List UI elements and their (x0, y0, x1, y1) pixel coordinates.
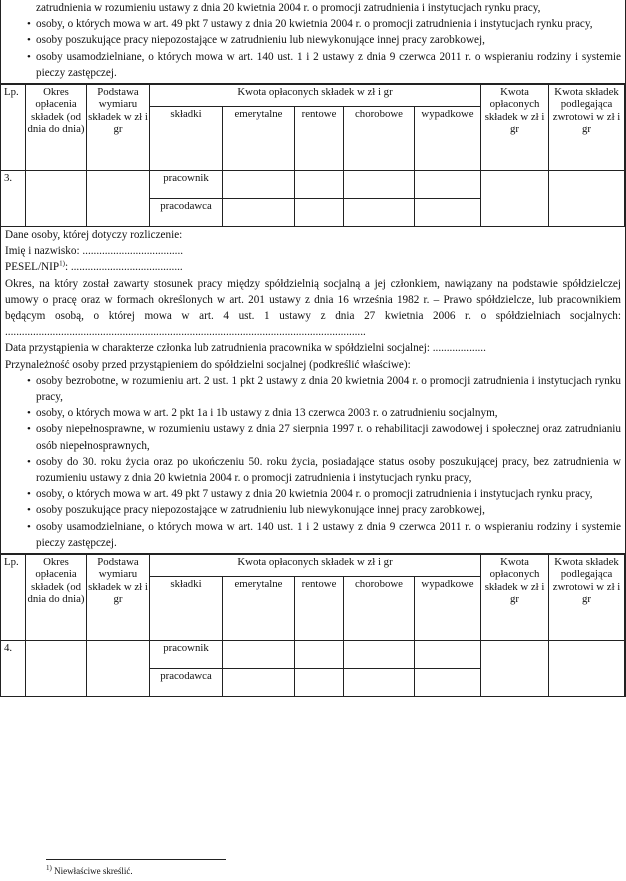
header-kwota-group: Kwota opłaconych składek w zł i gr (150, 85, 481, 107)
person-data-section (1, 227, 625, 554)
header-chorobowe: chorobowe (344, 577, 415, 641)
cell (295, 199, 344, 227)
row-label-pracodawca: pracodawca (150, 199, 223, 227)
row-label-pracownik: pracownik (150, 171, 223, 199)
row-label-pracodawca: pracodawca (150, 669, 223, 697)
header-lp: Lp. (1, 85, 26, 171)
list-item: • osoby, o których mowa w art. 2 pkt 1a i 1b ustawy z dnia 13 czerwca 2003 r. o zatrudnieniu socjalnym, (5, 405, 621, 421)
header-lp: Lp. (1, 555, 26, 641)
header-podstawa: Podstawa wymiaru składek w zł i gr (87, 85, 150, 171)
cell (344, 669, 415, 697)
header-kwota-oplaconych: Kwota opłaconych składek w zł i gr (481, 85, 549, 171)
header-podstawa: Podstawa wymiaru składek w zł i gr (87, 555, 150, 641)
header-wypadkowe: wypadkowe (415, 107, 481, 171)
cell (295, 641, 344, 669)
imie-field: Imię i nazwisko: .................................... (5, 245, 184, 258)
list-item: • osoby poszukujące pracy niepozostające w zatrudnieniu lub niewykonujące innej pracy zarobkowej, (5, 32, 621, 48)
cell-kwota-oplaconych (481, 641, 549, 697)
header-kwota-oplaconych: Kwota opłaconych składek w zł i gr (481, 555, 549, 641)
cell (223, 641, 295, 669)
header-rentowe: rentowe (295, 577, 344, 641)
footnote: $^{1)}$ Niewłaściwe skreślić. (46, 864, 133, 876)
cell-kwota-zwrot (549, 641, 625, 697)
cell (344, 199, 415, 227)
header-kwota-zwrot: Kwota składek podlegająca zwrotowi w zł i gr (549, 85, 625, 171)
data-przystapienia: Data przystąpienia w charakterze członka lub zatrudnienia pracownika w spółdzielni socjalnej: ................... (5, 342, 486, 355)
cell (415, 641, 481, 669)
cell (295, 171, 344, 199)
row-label-pracownik: pracownik (150, 641, 223, 669)
header-skladki: składki (150, 577, 223, 641)
cell (415, 171, 481, 199)
list-item: • osoby poszukujące pracy niepozostające w zatrudnieniu lub niewykonujące innej pracy zarobkowej, (5, 502, 621, 518)
cell-okres (26, 171, 87, 227)
cell-kwota-zwrot (549, 171, 625, 227)
cell (295, 669, 344, 697)
list-item: • osoby, o których mowa w art. 49 pkt 7 ustawy z dnia 20 kwietnia 2004 r. o promocji zatrudnienia i instytucjach rynku pracy, (5, 486, 621, 502)
cell (223, 199, 295, 227)
cell (344, 641, 415, 669)
przynaleznosc-label: Przynależność osoby przed przystąpieniem do spółdzielni socjalnej (podkreślić właściwe): (5, 358, 411, 371)
cell-kwota-oplaconych (481, 171, 549, 227)
pesel-field: PESEL/NIP$^{1)}$: ........................................ (5, 259, 183, 274)
header-kwota-zwrot: Kwota składek podlegająca zwrotowi w zł i gr (549, 555, 625, 641)
footnote-divider (46, 859, 226, 860)
membership-continuation (1, 0, 625, 84)
cell (415, 669, 481, 697)
okres-paragraph: Okres, na który został zawarty stosunek pracy między spółdzielnią socjalną a jej członkiem, nawiązany na podstawie spółdzielczej umowy o pracę oraz w formach określonych w art. 201 ustawy z dnia 16 września 1982 r. – Prawo spółdzielcze, lub pracownikiem będącym osobą, o której mowa w art. 4 ust. 1 ustawy z dnia 27 kwietnia 2006 r. o spółdzielniach socjalnych: ................................................................................................................................. (5, 277, 621, 339)
header-okres: Okres opłacenia składek (od dnia do dnia) (26, 85, 87, 171)
cell-okres (26, 641, 87, 697)
header-rentowe: rentowe (295, 107, 344, 171)
header-skladki: składki (150, 107, 223, 171)
row-number: 4. (1, 641, 26, 697)
list-item: • osoby usamodzielniane, o których mowa w art. 140 ust. 1 i 2 ustawy z dnia 9 czerwca 2011 r. o wspieraniu rodziny i systemie pieczy zastępczej. (5, 49, 621, 81)
contributions-table-2 (0, 554, 625, 697)
header-chorobowe: chorobowe (344, 107, 415, 171)
list-item: • osoby niepełnosprawne, w rozumieniu ustawy z dnia 27 sierpnia 1997 r. o rehabilitacji zawodowej i społecznej oraz zatrudnianiu osób niepełnosprawnych, (5, 421, 621, 453)
cell-podstawa (87, 641, 150, 697)
header-okres: Okres opłacenia składek (od dnia do dnia) (26, 555, 87, 641)
cell-podstawa (87, 171, 150, 227)
contributions-table-1 (0, 84, 625, 227)
header-wypadkowe: wypadkowe (415, 577, 481, 641)
cell (344, 171, 415, 199)
continuation-line: zatrudnienia w rozumieniu ustawy z dnia 20 kwietnia 2004 r. o promocji zatrudnienia i instytucjach rynku pracy, (36, 2, 541, 14)
list-item: • osoby do 30. roku życia oraz po ukończeniu 50. roku życia, posiadające status osoby poszukującej pracy, bez zatrudnienia w rozumieniu ustawy z dnia 20 kwietnia 2004 r. o promocji zatrudnienia i instytucjach rynku pracy, (5, 454, 621, 486)
row-number: 3. (1, 171, 26, 227)
header-kwota-group: Kwota opłaconych składek w zł i gr (150, 555, 481, 577)
header-emerytalne: emerytalne (223, 577, 295, 641)
list-item: • osoby, o których mowa w art. 49 pkt 7 ustawy z dnia 20 kwietnia 2004 r. o promocji zatrudnienia i instytucjach rynku pracy, (5, 16, 621, 32)
list-item: • osoby usamodzielniane, o których mowa w art. 140 ust. 1 i 2 ustawy z dnia 9 czerwca 2011 r. o wspieraniu rodziny i systemie pieczy zastępczej. (5, 519, 621, 551)
dane-label: Dane osoby, której dotyczy rozliczenie: (5, 229, 183, 242)
cell (223, 171, 295, 199)
header-emerytalne: emerytalne (223, 107, 295, 171)
list-item: • osoby bezrobotne, w rozumieniu art. 2 ust. 1 pkt 2 ustawy z dnia 20 kwietnia 2004 r. o promocji zatrudnienia i instytucjach rynku pracy, (5, 373, 621, 405)
cell (223, 669, 295, 697)
cell (415, 199, 481, 227)
